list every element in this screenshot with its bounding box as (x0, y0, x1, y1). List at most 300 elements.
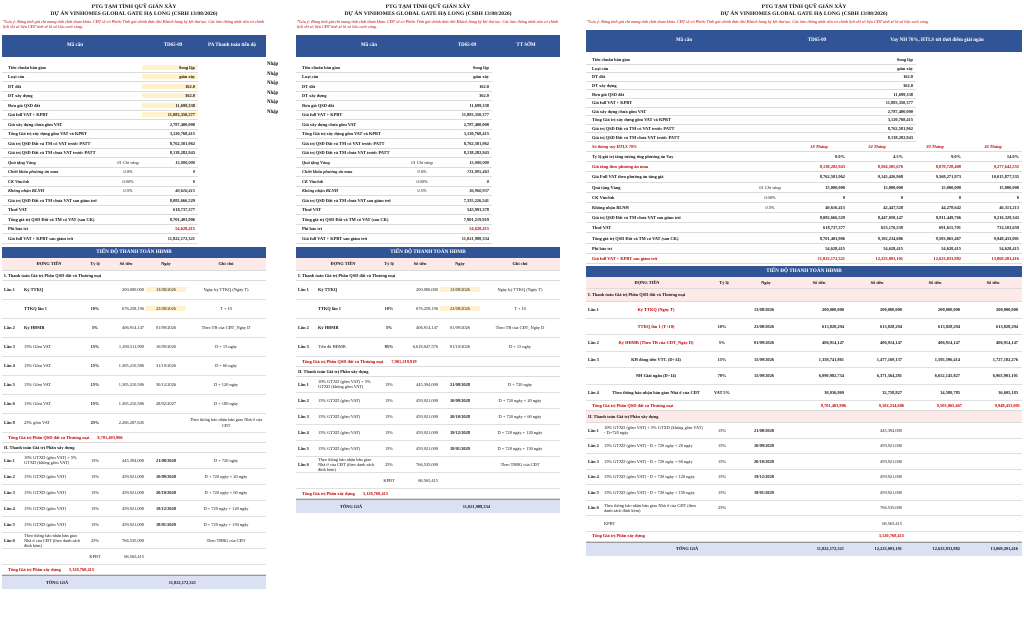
spec-row (2, 82, 198, 92)
installment-index: Lần 2 (4, 473, 15, 479)
total-row (296, 234, 492, 244)
spec-label: Giá full VAT + KPBT (8, 112, 49, 118)
unit-header-bar (296, 35, 560, 57)
subtotal-land-value: 9,948,433,001 (994, 402, 1020, 408)
subtotal-build (586, 532, 1022, 542)
installment-amount: 406,914,147 (880, 340, 902, 346)
installment-date: 18/01/2029 (449, 445, 470, 451)
installment-pct: 5% (718, 340, 726, 346)
installment-row (2, 453, 266, 469)
installment-date: 01/09/2026 (753, 340, 774, 346)
installment-index: Lần 3 (588, 356, 599, 362)
loan-value: 8,701,403,906 (819, 235, 845, 241)
discount-label: CK Vinclub (302, 178, 324, 184)
installment-row (2, 414, 266, 433)
group-title-build: II. Thanh toán Giá trị Phần xây dựng (586, 411, 1022, 423)
installment-row (586, 335, 1022, 352)
loan-value: 0 (958, 194, 961, 200)
installment-pct: 15% (90, 401, 100, 406)
spec-value: 362.0 (903, 83, 913, 89)
installment-amount: 766,535,000 (880, 505, 902, 511)
installment-pct: 15% (717, 474, 727, 480)
schedule-header-cell: Ghi chú (512, 261, 528, 266)
spec-label: DT xây dựng (592, 83, 617, 89)
installment-amount: 36,605,183 (998, 389, 1018, 395)
installment-amount: 30,936,869 (824, 389, 844, 395)
subtotal-land (586, 401, 1022, 411)
discount-label: Quà tặng Vàng (8, 159, 36, 165)
installment-row (2, 501, 266, 517)
spec-value: 3,120,768,415 (169, 131, 195, 137)
installment-amount: 459,921,000 (880, 474, 902, 480)
schedule-header-cell: ĐỢNG TIỀN (36, 261, 62, 266)
loan-value: 732,103,659 (997, 225, 1019, 231)
sheet-progress-payment (2, 0, 266, 629)
sheet-title-line2: DỰ ÁN VINHOMES GLOBAL GATE HẠ LONG (CSBH 13/08/2026) (50, 10, 218, 17)
installment-amount: 459,921,000 (122, 521, 144, 527)
installment-date: 16/09/2026 (155, 344, 176, 349)
loan-value: 46,313,213 (999, 204, 1019, 210)
installment-amount: 68,565,415 (124, 553, 144, 559)
grand-total-value: 12,223,003,101 (874, 546, 902, 552)
spec-label: Tổng Giá trị xây dựng gồm VAT và KPBT (592, 117, 671, 123)
col-title-header: TT SỚM (516, 43, 536, 49)
loan-value: 0 (900, 194, 903, 200)
loan-value: 8,138,282,943 (819, 164, 845, 170)
installment-pct: 5% (385, 325, 393, 330)
installment-date: 21/08/2028 (449, 381, 470, 387)
installment-index: Lần 5 (4, 521, 15, 527)
total-row (296, 206, 492, 216)
total-row (2, 196, 198, 206)
installment-date: 19/12/2028 (753, 474, 774, 480)
loan-value: 8,870,728,408 (935, 164, 961, 170)
discount-pct: 01 Chỉ vàng (411, 159, 433, 165)
installment-amount: 406,914,147 (122, 325, 144, 330)
discount-row (296, 177, 492, 187)
installment-name: TTKQ lần 1 (24, 306, 47, 311)
installment-amount: 445,394,000 (880, 427, 902, 433)
installment-index: Lần 1 (588, 307, 599, 313)
installment-amount: 6,618,047,576 (412, 344, 438, 349)
installment-date: 21/08/2028 (155, 457, 176, 463)
schedule-title: TIẾN ĐỘ THANH TOÁN HĐMB (296, 247, 560, 258)
installment-amount: 459,921,000 (122, 505, 144, 511)
installment-index: Lần 6 (298, 461, 309, 467)
discount-value: 0 (486, 178, 489, 184)
installment-name: Ký HĐMB (Theo TB của CĐT_Ngày D) (618, 340, 694, 346)
installment-name: Ký HĐMB (318, 325, 339, 330)
installment-name: 10% GTXD (gồm VAT) + 5% GTXD (không gồm VAT) (318, 378, 371, 390)
installment-name: 15% GTXD (gồm VAT) - D + 720 ngày + 150 ngày (604, 489, 695, 495)
installment-index: Lần 2 (4, 325, 15, 330)
installment-name: 15% GTXD (gồm VAT) (318, 413, 361, 419)
installment-row (586, 501, 1022, 517)
installment-note: D + 15 ngày (215, 344, 237, 349)
installment-name: 15% Gồm VAT (24, 363, 51, 368)
schedule-header-row (2, 258, 266, 271)
installment-pct: 15% (90, 344, 100, 349)
subtotal-build (2, 565, 266, 575)
installment-note: T + 10 (220, 306, 232, 311)
col-unit-header: TD65-09 (807, 38, 827, 44)
spec-label: Tổng Giá trị xây dựng gồm VAT và KPBT (302, 131, 381, 137)
discount-label: CK Vinclub (8, 178, 30, 184)
total-row (296, 215, 492, 225)
loan-term-col: 18 Tháng (810, 143, 828, 149)
spec-value[interactable]: 11,883,350,377 (142, 112, 198, 117)
installment-amount: 613,828,294 (996, 323, 1018, 329)
installment-name: 15% GTXD (gồm VAT) - D + 720 ngày + 60 ngày (604, 458, 693, 464)
installment-pct: KPBT (89, 553, 101, 559)
grand-total-value: 11,021,988,334 (462, 503, 490, 509)
installment-row (296, 281, 560, 300)
loan-value: 12,623,833,882 (933, 255, 961, 261)
installment-row (296, 393, 560, 409)
installment-amount: 459,921,000 (122, 489, 144, 495)
loan-pct: 01 Chỉ vàng (759, 184, 781, 190)
input-marker-label: Nhập (267, 90, 279, 96)
installment-pct: 10% (90, 306, 100, 311)
spec-row (2, 130, 198, 140)
installment-date: 18/01/2029 (155, 521, 176, 527)
installment-amount: 2,206,287,845 (118, 420, 144, 425)
installment-name: 10% GTXD (gồm VAT) + 5% GTXD (không gồm VAT) (24, 454, 77, 466)
installment-pct: 10% (384, 306, 394, 311)
spec-value: 3,120,768,415 (887, 117, 913, 123)
installment-index: Lần 1 (298, 287, 309, 292)
spec-row (2, 63, 198, 73)
installment-index: Lần 1 (588, 427, 599, 433)
installment-pct: 15% (90, 473, 100, 479)
installment-row (586, 352, 1022, 369)
loan-row (586, 203, 1022, 213)
installment-index: Lần 4 (588, 389, 599, 395)
installment-note: Theo TBBG của CĐT (206, 537, 246, 543)
discount-label: Không nhận BLNH (8, 188, 45, 194)
loan-row (586, 183, 1022, 193)
spec-row (586, 90, 916, 99)
sheet-title-line1: PTG TẠM TÍNH QUỸ GIÁN XÂY (385, 4, 471, 10)
installment-name: 15% GTXD (gồm VAT) (24, 505, 67, 511)
loan-value: 54,628,415 (883, 245, 903, 251)
installment-date: 20/10/2028 (753, 458, 774, 464)
installment-date: 10/09/2028 (449, 397, 470, 403)
subtotal-land-value: 9,503,065,467 (936, 402, 962, 408)
spec-row (296, 63, 492, 73)
installment-index: Lần 3 (298, 413, 309, 419)
loan-row (586, 223, 1022, 233)
installment-date: 20/10/2028 (449, 413, 470, 419)
loan-term-col: 30 Tháng (926, 143, 944, 149)
spec-row (586, 65, 916, 74)
installment-row (296, 473, 560, 489)
loan-label: Phí bảo trì (592, 245, 613, 251)
installment-amount: 34,580,785 (940, 389, 960, 395)
spec-value: 2,787,400,000 (463, 121, 489, 127)
loan-label: Giá tăng theo phương án mua (592, 164, 649, 170)
installment-date: 01/09/2026 (155, 325, 176, 330)
installment-row (296, 338, 560, 357)
col-unit-header: TD65-09 (457, 43, 477, 49)
installment-pct: 15% (717, 489, 727, 495)
total-row (2, 234, 198, 244)
installment-amount: 1,305,210,586 (118, 363, 144, 368)
total-value: 7,901,219,919 (463, 216, 489, 222)
spec-value: Song lập (896, 57, 913, 63)
input-markers (267, 62, 283, 119)
spec-row (586, 125, 916, 134)
spec-label: Loại căn (592, 65, 609, 71)
installment-name: Ký TTKQ (24, 287, 44, 292)
loan-row (586, 213, 1022, 223)
total-value: 11,021,988,334 (461, 235, 489, 241)
installment-amount: 613,828,294 (880, 323, 902, 329)
spec-value: 2,787,400,000 (887, 108, 913, 114)
installment-amount: 459,921,000 (416, 429, 438, 435)
discount-value: 0 (192, 178, 195, 184)
loan-value: 9,102,234,686 (877, 235, 903, 241)
spec-value: 8,762,581,962 (169, 140, 195, 146)
spec-value[interactable]: giản xây (142, 74, 198, 79)
installment-pct: 5% (91, 325, 99, 330)
installment-index: Lần 4 (588, 474, 599, 480)
loan-value: 8,762,581,962 (819, 174, 845, 180)
installment-row (586, 439, 1022, 455)
installment-index: Lần 6 (4, 401, 15, 406)
spec-value[interactable]: 11,699,338 (142, 103, 198, 108)
installment-row (296, 300, 560, 319)
loan-pct: 0.5% (765, 204, 775, 210)
installment-date: 01/10/2026 (449, 344, 470, 349)
installment-name: 15% GTXD (gồm VAT) (24, 473, 67, 479)
col-title-header: PA Thanh toán tiến độ (208, 43, 256, 49)
loan-value: 15,000,000 (883, 184, 903, 190)
installment-amount: 1,595,596,414 (934, 356, 960, 362)
loan-value: 0.0% (835, 154, 845, 159)
installment-index: Lần 1 (4, 457, 15, 463)
spec-label: Giá xây dựng chưa gồm VAT (8, 121, 63, 127)
installment-index: Lần 5 (298, 445, 309, 451)
installment-date: 20/10/2028 (155, 489, 176, 495)
col-code-header: Mã căn (361, 43, 377, 49)
installment-name: Ký TTKQ (318, 287, 338, 292)
installment-pct: 15% (384, 413, 394, 419)
loan-value: 8,811,449,766 (935, 215, 961, 221)
discount-label: Không nhận BLNH (302, 188, 339, 194)
grand-total-value: 13,069,201,416 (990, 546, 1018, 552)
loan-label: Giá full VAT + KPBT sau giảm trừ (592, 255, 658, 261)
installment-pct: 15% (384, 445, 394, 451)
installment-row (296, 441, 560, 457)
installment-index: Lần 6 (588, 505, 599, 511)
installment-row (2, 319, 266, 338)
installment-row (2, 485, 266, 501)
installment-pct: 15% (90, 363, 100, 368)
installment-amount: 406,914,147 (416, 325, 438, 330)
group-title-land: I. Thanh toán Giá trị Phần QSD đất và Thương mại (586, 289, 1022, 302)
discount-label: Chiết khấu phương án mua (8, 169, 59, 175)
discount-label: Chiết khấu phương án mua (302, 169, 353, 175)
schedule-header-cell: Ngày (455, 261, 465, 266)
installment-index: Lần 8 (4, 420, 15, 425)
loan-label: Tỷ lệ giá trị tăng tương ứng phương án Vay (592, 154, 674, 159)
schedule-header-cell: Số tiền (119, 261, 133, 266)
installment-row (296, 457, 560, 473)
spec-label: Giá xây dựng chưa gồm VAT (592, 108, 647, 114)
installment-pct: 15% (90, 505, 100, 511)
installment-note: D + 180 ngày (213, 401, 239, 406)
subtotal-land-label: Tổng Giá trị Phần QSD đất và Thương mại (302, 358, 384, 364)
loan-row (586, 162, 1022, 172)
installment-amount: 6,090,982,734 (818, 373, 844, 379)
spec-value: 11,883,350,377 (885, 100, 913, 106)
installment-note: D + 720 ngày + 60 ngày (204, 489, 248, 495)
installment-amount: 459,921,000 (416, 445, 438, 451)
loan-value: 0 (842, 194, 845, 200)
loan-label: Quà tặng Vàng (592, 184, 621, 190)
installment-date: 15/09/2026 (753, 356, 774, 362)
loan-row (586, 193, 1022, 203)
installment-name: 15% GTXD (gồm VAT) (24, 521, 67, 527)
grand-total-label: TỔNG GIÁ (339, 503, 363, 509)
spec-row (296, 73, 492, 83)
spec-label: Giá full VAT + KPBT (592, 100, 633, 106)
loan-label: Thuế VAT (592, 225, 612, 231)
spec-value: 162.0 (903, 74, 913, 80)
total-row (296, 196, 492, 206)
spec-label: Loại căn (8, 74, 25, 80)
installment-name: Theo thông báo nhận bàn giao Nhà ở của CĐT (theo danh sách đính kèm) (318, 456, 375, 472)
spec-label: Giá full VAT + KPBT (302, 112, 343, 118)
installment-amount: 32,758,827 (882, 389, 902, 395)
spec-table (296, 63, 492, 244)
installment-row (586, 470, 1022, 486)
discount-pct: 9.0% (417, 169, 427, 175)
installment-note: D + 720 ngày (213, 457, 239, 463)
installment-row (2, 281, 266, 300)
grand-total-label: TỔNG GIÁ (45, 579, 69, 585)
installment-name: KH đóng tiền VTC (D+14) (631, 356, 681, 362)
installment-amount: 459,921,000 (880, 443, 902, 449)
loan-value: 44,278,642 (941, 204, 961, 210)
spec-row (2, 139, 198, 149)
loan-label: CK Vinclub (592, 194, 615, 200)
installment-index: Lần 2 (588, 443, 599, 449)
discount-value: 0 (192, 169, 195, 175)
loan-value: 8,447,058,147 (877, 215, 903, 221)
installment-name: Ký HĐMB (24, 325, 45, 330)
spec-label: Đơn giá QSD đất (302, 102, 335, 108)
spec-row (586, 56, 916, 65)
total-value: 8,082,666,529 (169, 197, 195, 203)
schedule-header-cell: Số tiền (870, 279, 884, 285)
installment-note: Theo thông báo nhận bàn giao Nhà ở của CĐT (189, 417, 263, 428)
subtotal-land (296, 357, 560, 367)
loan-value: 618,737,377 (823, 225, 845, 231)
col-title-header: Vay NH 70%, HTLS tới thời điểm giải ngân (890, 38, 984, 44)
installment-amount: 613,828,294 (938, 323, 960, 329)
spec-label: Giá trị QSD Đất và TM có VAT trước PATT (592, 126, 675, 132)
loan-value: 42,447,528 (883, 204, 903, 210)
installment-date: 10/09/2028 (155, 473, 176, 479)
col-code-header: Mã căn (676, 38, 692, 44)
group-title-land: I. Thanh toán Giá trị Phần QSD đất và Thương mại (296, 271, 560, 281)
installment-name: 15% GTXD (gồm VAT) - D + 720 ngày + 120 ngày (604, 474, 695, 480)
installment-pct: 15% (384, 381, 394, 387)
installment-index: Lần 5 (588, 489, 599, 495)
spec-row (586, 73, 916, 82)
spec-value[interactable]: 362.0 (142, 93, 198, 98)
spec-row (586, 116, 916, 125)
installment-row (2, 357, 266, 376)
sheet-early-payment (296, 0, 560, 629)
installment-row (2, 469, 266, 485)
installment-date: 10/09/2028 (753, 443, 774, 449)
installment-pct: 25% (90, 420, 100, 425)
installment-date: 21/08/2028 (753, 427, 774, 433)
installment-row (586, 454, 1022, 470)
loan-pct: 0.00% (764, 194, 776, 200)
spec-value[interactable]: 162.0 (142, 84, 198, 89)
total-label: Thuế VAT (302, 207, 322, 213)
installment-amount: 1,305,210,586 (118, 401, 144, 406)
loan-value: 4.5% (893, 154, 903, 159)
spec-value[interactable]: Song lập (142, 65, 198, 70)
installment-date: 13/08/2026 (146, 287, 186, 292)
grand-total-row (2, 575, 266, 589)
discount-value: 731,095,463 (467, 169, 489, 175)
spec-label: Tiêu chuẩn bàn giao (8, 64, 47, 70)
installment-row (586, 423, 1022, 439)
installment-row (2, 338, 266, 357)
loan-value: 9,145,426,968 (877, 174, 903, 180)
installment-row (2, 549, 266, 565)
installment-amount: 766,535,000 (416, 461, 438, 467)
installment-name: Theo thông báo nhận bàn giao Nhà ở của CĐT (612, 389, 700, 395)
loan-value: 13,069,201,416 (991, 255, 1019, 261)
spec-label: Giá trị QSD Đất và TM chưa VAT trước PATT (592, 134, 680, 140)
schedule-header-cell: ĐỢNG TIỀN (330, 261, 356, 266)
spec-row (2, 92, 198, 102)
installment-pct: 15% (90, 521, 100, 527)
installment-index: Lần 1 (4, 287, 15, 292)
schedule-header-cell: Ghi chú (218, 261, 234, 266)
installment-note: Theo TB của CĐT_Ngày D (201, 325, 251, 330)
unit-header-bar (586, 30, 1022, 52)
installment-row (296, 319, 560, 338)
installment-pct: VAT 5% (714, 389, 730, 395)
schedule-header-cell: Tỷ lệ (384, 261, 394, 266)
installment-name: KPBT (604, 520, 616, 526)
installment-note: D + 720 ngày + 150 ngày (497, 445, 543, 451)
installment-date: 13/08/2026 (440, 287, 480, 292)
installment-amount: 676,258,196 (416, 306, 438, 311)
disclaimer-note: *Lưu ý: Bảng tính giá chỉ mang tính chất tham khảo. CĐT sẽ có Phiếu Tính giá chính thức khi Khách hàng ký kết thư tục. Các bảo thông nhất nếu có chính lịch thì số liệu CĐT tính sẽ là số liệu cuối cùng. (3, 18, 265, 29)
installment-pct: 25% (717, 505, 727, 511)
spec-row (2, 101, 198, 111)
loan-value: 11,822,172,321 (817, 255, 845, 261)
spec-row (2, 120, 198, 130)
discount-row (296, 168, 492, 178)
installment-amount: 406,914,147 (938, 340, 960, 346)
discount-pct: 0.5% (417, 188, 427, 194)
loan-value: 8,082,666,529 (819, 215, 845, 221)
subtotal-build-label: Tổng Giá trị Phần xây dựng (8, 566, 61, 572)
spec-label: Loại căn (302, 74, 319, 80)
spec-label: Giá trị QSD Đất và TM có VAT trước PATT (302, 140, 385, 146)
installment-pct: 25% (384, 461, 394, 467)
